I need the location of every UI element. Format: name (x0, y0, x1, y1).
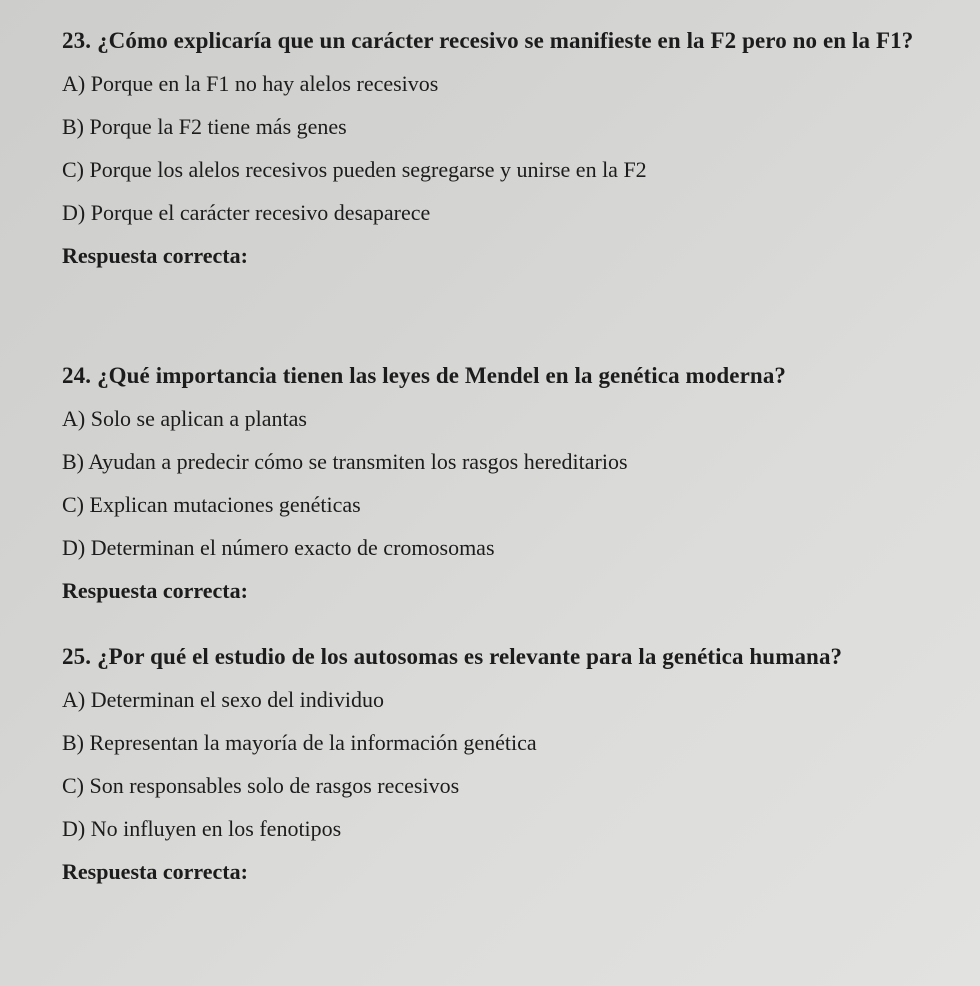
answer-label: Respuesta correcta: (62, 859, 248, 884)
option-c: C) Explican mutaciones genéticas (62, 492, 361, 517)
question-number: 24. (62, 363, 92, 388)
answer-label: Respuesta correcta: (62, 578, 248, 603)
option-c: C) Son responsables solo de rasgos recesivos (62, 773, 460, 798)
option-a: A) Solo se aplican a plantas (62, 406, 307, 431)
question-25 (62, 636, 962, 893)
question-text: ¿Por qué el estudio de los autosomas es relevante para la genética humana? (97, 644, 843, 669)
option-d: D) Porque el carácter recesivo desaparece (62, 200, 431, 225)
question-text: ¿Cómo explicaría que un carácter recesivo se manifieste en la F2 pero no en la F1? (97, 28, 914, 53)
option-a: A) Porque en la F1 no hay alelos recesivos (62, 71, 439, 96)
question-title (62, 355, 962, 397)
question-number: 23. (62, 28, 92, 53)
option-d: D) Determinan el número exacto de cromosomas (62, 535, 495, 560)
question-title (62, 636, 962, 678)
question-title (62, 20, 942, 62)
option-b: B) Porque la F2 tiene más genes (62, 114, 347, 139)
answer-label: Respuesta correcta: (62, 243, 248, 268)
option-b: B) Ayudan a predecir cómo se transmiten los rasgos hereditarios (62, 449, 628, 474)
question-text: ¿Qué importancia tienen las leyes de Mendel en la genética moderna? (97, 363, 787, 388)
question-24 (62, 355, 962, 612)
question-23 (62, 20, 962, 277)
option-a: A) Determinan el sexo del individuo (62, 687, 384, 712)
option-b: B) Representan la mayoría de la información genética (62, 730, 537, 755)
option-c: C) Porque los alelos recesivos pueden segregarse y unirse en la F2 (62, 157, 647, 182)
question-number: 25. (62, 644, 92, 669)
option-d: D) No influyen en los fenotipos (62, 816, 342, 841)
